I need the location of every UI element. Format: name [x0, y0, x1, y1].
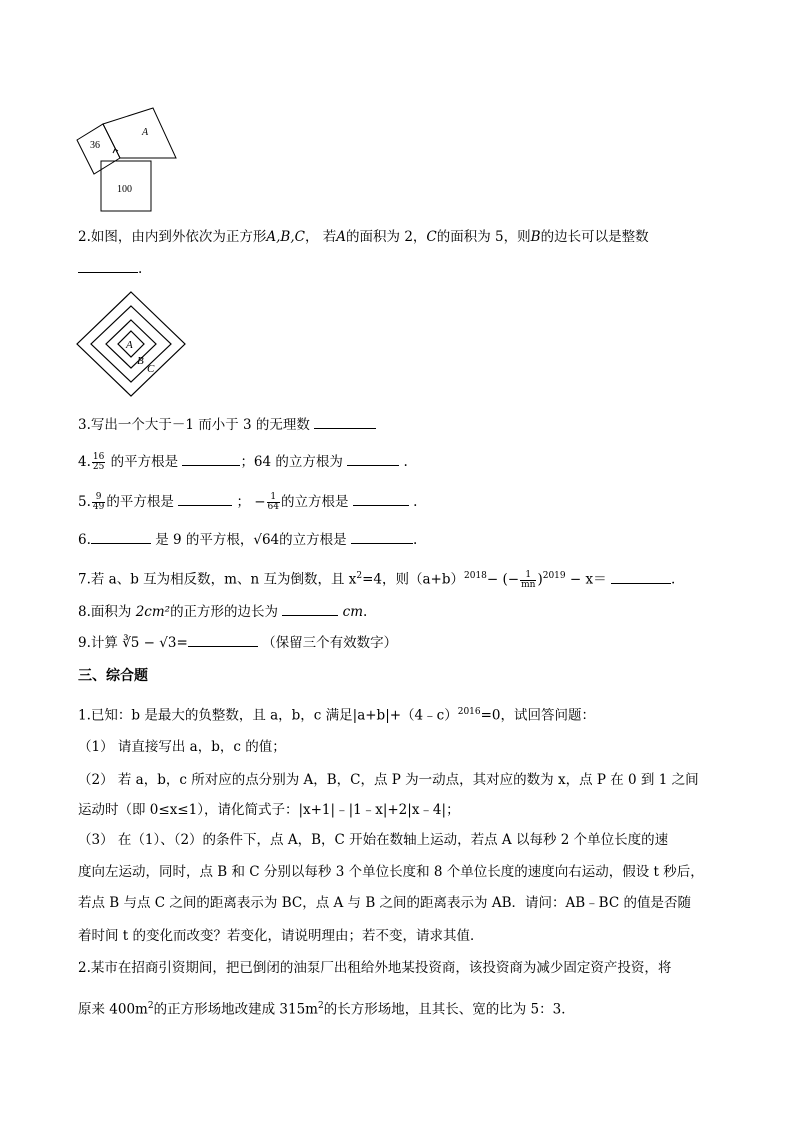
answer-blank[interactable]: [282, 601, 338, 616]
answer-blank[interactable]: [314, 414, 376, 429]
question-6: 6. 是 9 的平方根，√64的立方根是 .: [78, 529, 417, 550]
problem-1-line-4: 运动时（即 0≤x≤1），请化简式子：|x+1|﹣|1﹣x|+2|x﹣4|；: [78, 802, 460, 818]
label-a: A: [126, 339, 133, 351]
answer-blank[interactable]: [351, 529, 413, 544]
problem-1-line-5: （3） 在（1）、（2）的条件下，点 A，B，C 开始在数轴上运动，若点 A 以每秒 2 个单位长度的速: [78, 832, 669, 848]
question-3: 3.写出一个大于－1 而小于 3 的无理数: [78, 414, 376, 435]
label-b: B: [137, 355, 144, 367]
pythagoras-squares-figure: [74, 104, 184, 216]
label-c: C: [147, 363, 155, 375]
problem-2-line-1: 2.某市在招商引资期间，把已倒闭的油泵厂出租给外地某投资商，该投资商为减少固定资产投资，将: [78, 960, 672, 976]
question-4: 4. $\frac{16}{25}$ 的平方根是 ；64 的立方根为 .: [78, 452, 408, 472]
question-2-answer: .: [78, 258, 142, 279]
answer-blank[interactable]: [78, 258, 138, 273]
question-7: 7.若 a、b 互为相反数，m、n 互为倒数，且 $x^2=4$，则$(a+b)^{2018}-$ (− $\frac{1}{mn}$ )$^{2019}$ − x＝ .: [78, 569, 676, 590]
problem-1-line-8: 着时间 t 的变化而改变？若变化，请说明理由；若不变，请求其值．: [78, 928, 484, 944]
problem-1-line-2: （1） 请直接写出 a，b，c 的值；: [78, 739, 286, 755]
answer-blank[interactable]: [347, 451, 399, 466]
problem-1-line-6: 度向左运动，同时，点 B 和 C 分别以每秒 3 个单位长度和 8 个单位长度的速度向右运动，假设 t 秒后，: [78, 864, 704, 880]
answer-blank[interactable]: [178, 491, 232, 506]
question-9: 9.计算 ∛5 − √3= （保留三个有效数字）: [78, 632, 397, 653]
label-36: 36: [90, 140, 100, 151]
answer-blank[interactable]: [611, 569, 671, 584]
question-8: 8.面积为 2cm²的正方形的边长为 cm.: [78, 601, 367, 622]
nested-squares-figure: [74, 290, 188, 402]
question-5: 5. $\frac{9}{49}$ 的平方根是 ； − $\frac{1}{64}$ 的立方根是 .: [78, 492, 418, 512]
answer-blank[interactable]: [91, 529, 151, 544]
answer-blank[interactable]: [353, 491, 409, 506]
problem-2-line-2: 原来 $400m^2$的正方形场地改建成 $315m^2$的长方形场地，且其长、宽的比为 5：3．: [78, 1001, 575, 1018]
fraction: $\frac{1}{64}$: [267, 492, 279, 512]
problem-1-line-1: 1.已知：b 是最大的负整数，且 a，b，c 满足|a+b|+（4﹣c）$^{2016}$=0，试回答问题：: [78, 707, 596, 724]
problem-1-line-3: （2） 若 a，b，c 所对应的点分别为 A，B，C，点 P 为一动点，其对应的数为 x，点 P 在 0 到 1 之间: [78, 772, 699, 788]
answer-blank[interactable]: [182, 451, 240, 466]
label-100: 100: [117, 184, 132, 195]
answer-blank[interactable]: [188, 632, 258, 647]
section-heading: 三、综合题: [78, 668, 148, 684]
problem-1-line-7: 若点 B 与点 C 之间的距离表示为 BC，点 A 与 B 之间的距离表示为 AB．请问：AB﹣BC 的值是否随: [78, 895, 691, 911]
fraction: $\frac{1}{mn}$: [521, 569, 536, 590]
question-2: 2.如图，由内到外依次为正方形A,B,C， 若A的面积为 2，C的面积为 5，则B的边长可以是整数: [78, 229, 649, 245]
label-a: A: [142, 127, 149, 138]
fraction: $\frac{16}{25}$: [92, 452, 105, 472]
fraction: $\frac{9}{49}$: [92, 492, 105, 512]
